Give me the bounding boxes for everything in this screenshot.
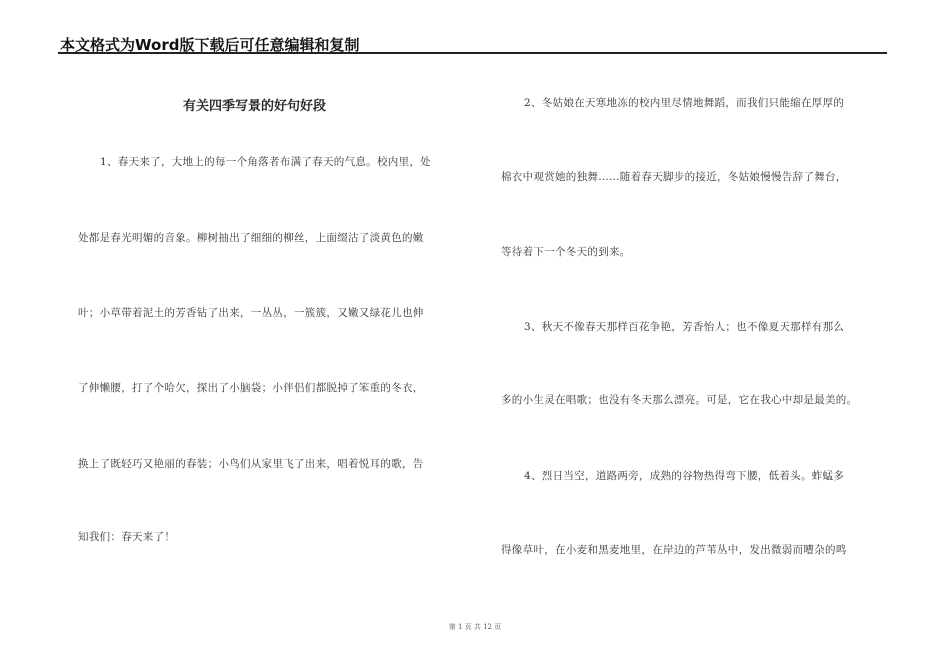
- paragraph-line: 1、春天来了，大地上的每一个角落者布满了春天的气息。校内里，处: [100, 156, 431, 168]
- paragraph-line: 多的小生灵在唱歌；也没有冬天那么漂亮。可是，它在我心中却是最美的。: [501, 394, 858, 406]
- paragraph-line: 棉衣中观赏她的独舞……随着春天脚步的接近，冬姑娘慢慢告辞了舞台，: [501, 171, 847, 183]
- paragraph-line: 换上了既轻巧又艳丽的春装；小鸟们从家里飞了出来，唱着悦耳的歌，告: [78, 458, 424, 470]
- paragraph-line: 知我们：春天来了！: [78, 531, 176, 543]
- paragraph-line: 3、秋天不像春天那样百花争艳，芳香怡人；也不像夏天那样有那么: [524, 321, 845, 333]
- page-footer: 第 1 页 共 12 页: [448, 623, 502, 631]
- paragraph-line: 得像草叶，在小麦和黑麦地里，在岸边的芦苇丛中，发出微弱而嘈杂的鸣: [501, 544, 847, 556]
- header-rule: [58, 52, 887, 54]
- paragraph-line: 叶；小草带着泥土的芳香钻了出来，一丛丛，一簇簇，又嫩又绿花儿也伸: [78, 307, 424, 319]
- paragraph-line: 等待着下一个冬天的到来。: [501, 246, 631, 258]
- document-title: 有关四季写景的好句好段: [183, 99, 327, 114]
- paragraph-line: 2、冬姑娘在天寒地冻的校内里尽情地舞蹈，而我们只能缩在厚厚的: [524, 97, 845, 109]
- paragraph-line: 了伸懒腰，打了个哈欠，探出了小脑袋；小伴侣们都脱掉了笨重的冬衣，: [78, 382, 424, 394]
- paragraph-line: 处都是春光明媚的音象。柳树抽出了细细的柳丝，上面缀沽了淡黄色的嫩: [78, 232, 424, 244]
- header-banner: 本文格式为Word版下载后可任意编辑和复制: [60, 36, 360, 54]
- paragraph-line: 4、烈日当空，道路两旁，成熟的谷物热得弯下腰，低着头。蚱蜢多: [524, 470, 845, 482]
